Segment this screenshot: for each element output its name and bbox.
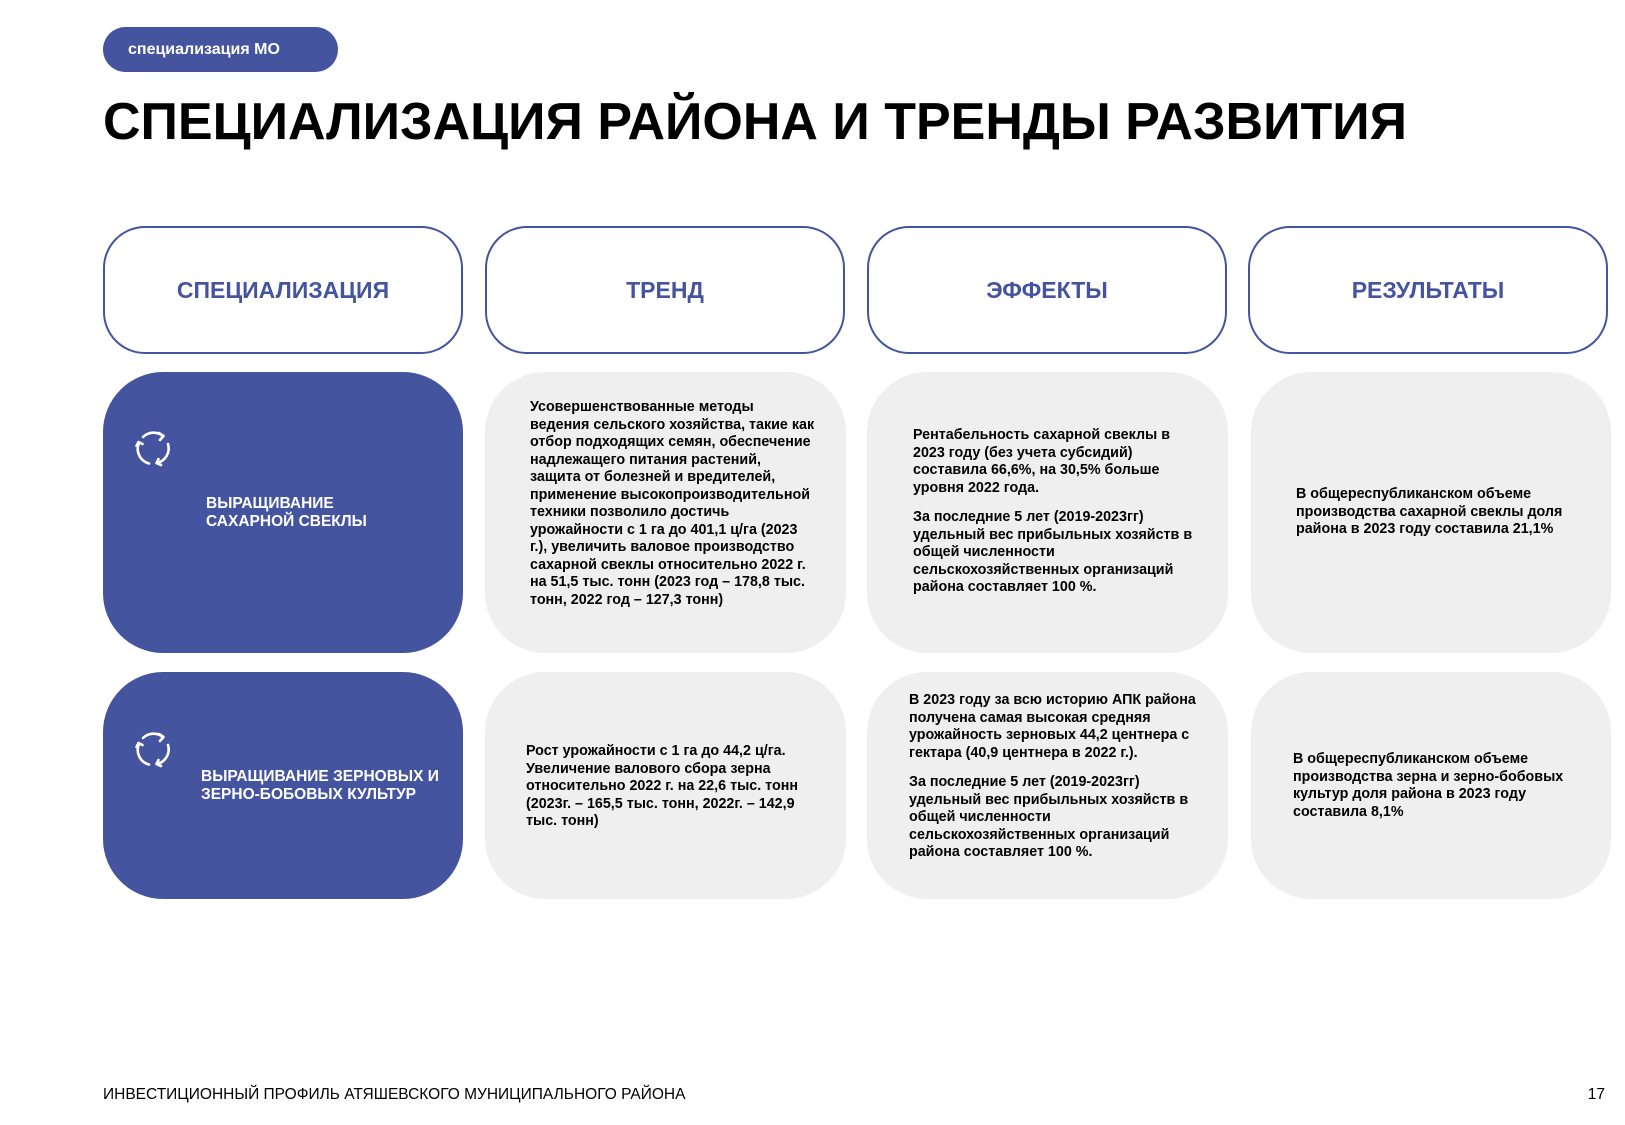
effects-text	[909, 692, 1204, 874]
specialization-label	[201, 768, 439, 804]
trend-text: Рост урожайности с 1 га до 44,2 ц/га. Увеличение валового сбора зерна относительно 2022 г. на 22,6 тыс. тонн (2023г. – 165,5 тыс. тонн, 2022г. – 142,9 тыс. тонн)	[526, 743, 798, 829]
page-title: СПЕЦИАЛИЗАЦИЯ РАЙОНА И ТРЕНДЫ РАЗВИТИЯ	[103, 93, 1407, 151]
effect-paragraph: В 2023 году за всю историю АПК района получена самая высокая средняя урожайность зерновых 44,2 центнера с гектара (40,9 центнера в 2022 г.).	[909, 692, 1196, 761]
effects-card-grain	[867, 672, 1228, 899]
specialization-label-line1: ВЫРАЩИВАНИЕ	[206, 495, 334, 512]
specialization-card-sugar-beet	[103, 372, 463, 653]
cycle-arrows-icon	[132, 729, 174, 771]
column-header-effects	[867, 226, 1227, 354]
trend-text: Усовершенствованные методы ведения сельского хозяйства, такие как отбор подходящих семян, обеспечение надлежащего питания растений, защита от болезней и вредителей, применение высокопроизводительной техники позволило достичь урожайности с 1 га до 401,1 ц/га (2023 г.), увеличить валовое производство сахарной свеклы относительно 2022 г. на 51,5 тыс. тонн (2023 год – 178,8 тыс. тонн, 2022 год – 127,3 тонн)	[530, 399, 815, 608]
result-text: В общереспубликанском объеме производства зерна и зерно-бобовых культур доля района в 2023 году составила 8,1%	[1293, 751, 1564, 820]
column-header-label: РЕЗУЛЬТАТЫ	[1351, 276, 1505, 303]
footer-text: ИНВЕСТИЦИОННЫЙ ПРОФИЛЬ АТЯШЕВСКОГО МУНИЦИПАЛЬНОГО РАЙОНА	[103, 1086, 686, 1103]
results-card-grain	[1251, 672, 1611, 899]
column-header-label: ЭФФЕКТЫ	[986, 276, 1108, 303]
effect-paragraph: За последние 5 лет (2019-2023гг) удельный вес прибыльных хозяйств в общей численности сельскохозяйственных организаций района составляет 100 %.	[909, 774, 1189, 860]
cycle-arrows-icon	[132, 428, 174, 470]
effect-paragraph: За последние 5 лет (2019-2023гг) удельный вес прибыльных хозяйств в общей численности сельскохозяйственных организаций района составляет 100 %.	[913, 509, 1193, 595]
page-number: 17	[1587, 1086, 1605, 1103]
specialization-label-line1: ВЫРАЩИВАНИЕ ЗЕРНОВЫХ И	[201, 768, 439, 785]
column-header-results	[1248, 226, 1608, 354]
column-header-label: СПЕЦИАЛИЗАЦИЯ	[176, 276, 390, 303]
specialization-label	[206, 495, 367, 531]
effects-text	[913, 427, 1198, 609]
specialization-card-grain	[103, 672, 463, 899]
result-text: В общереспубликанском объеме производства сахарной свеклы доля района в 2023 году составила 21,1%	[1296, 486, 1563, 537]
effect-paragraph: Рентабельность сахарной свеклы в 2023 году (без учета субсидий) составила 66,6%, на 30,5% больше уровня 2022 года.	[913, 427, 1170, 496]
trend-card-grain	[485, 672, 846, 899]
specialization-label-line2: САХАРНОЙ СВЕКЛЫ	[206, 513, 367, 530]
specialization-label-line2: ЗЕРНО-БОБОВЫХ КУЛЬТУР	[201, 786, 417, 803]
results-card-sugar-beet	[1251, 372, 1611, 653]
section-tag: специализация МО	[103, 27, 338, 72]
trend-card-sugar-beet	[485, 372, 846, 653]
column-header-trend	[485, 226, 845, 354]
column-header-specialization	[103, 226, 463, 354]
column-header-label: ТРЕНД	[626, 276, 704, 303]
effects-card-sugar-beet	[867, 372, 1228, 653]
